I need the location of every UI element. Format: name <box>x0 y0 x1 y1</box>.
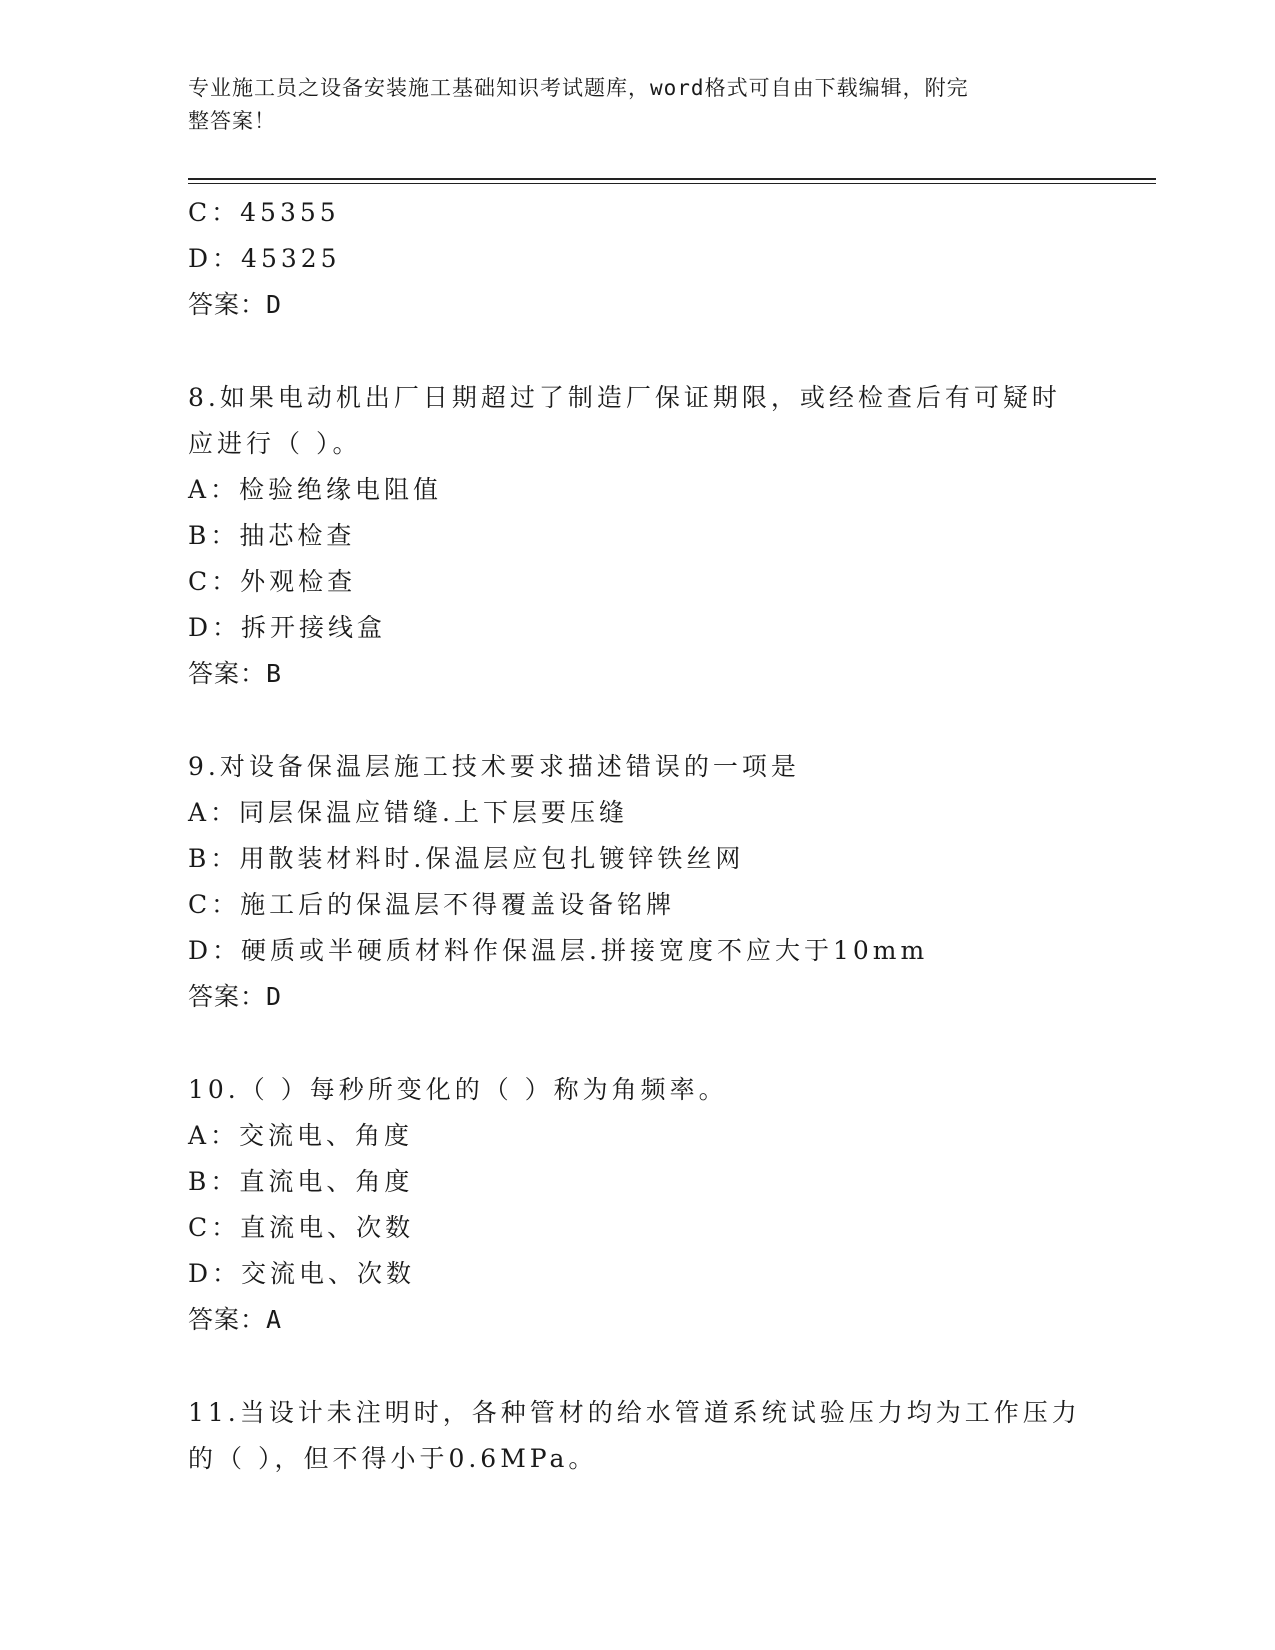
option-c: C：外观检查 <box>188 567 357 596</box>
question-block-11 <box>188 1390 1148 1482</box>
option-b: B：直流电、角度 <box>188 1167 414 1196</box>
header-divider-thick <box>188 178 1156 180</box>
option-b: B：用散装材料时.保温层应包扎镀锌铁丝网 <box>188 844 745 873</box>
header-divider-thin <box>188 183 1156 184</box>
question-block-7 <box>188 190 1148 328</box>
document-header <box>188 72 1068 138</box>
question-block-10 <box>188 1067 1148 1343</box>
option-c: C：直流电、次数 <box>188 1213 415 1242</box>
option-b: B：抽芯检查 <box>188 521 356 550</box>
question-stem: 8.如果电动机出厂日期超过了制造厂保证期限，或经检查后有可疑时 <box>188 383 1061 412</box>
answer-line: 答案：B <box>188 659 283 688</box>
answer-line: 答案：D <box>188 290 283 319</box>
question-list <box>188 190 1148 1482</box>
question-stem: 11.当设计未注明时，各种管材的给水管道系统试验压力均为工作压力 <box>188 1398 1081 1427</box>
option-a: A：检验绝缘电阻值 <box>188 475 443 504</box>
answer-line: 答案：D <box>188 982 283 1011</box>
question-stem-continued: 的（ ），但不得小于0.6MPa。 <box>188 1444 598 1473</box>
option-d: D：拆开接线盒 <box>188 613 387 642</box>
option-d: D：交流电、次数 <box>188 1259 416 1288</box>
answer-line: 答案：A <box>188 1305 283 1334</box>
header-line-2: 整答案！ <box>188 109 276 133</box>
question-block-8 <box>188 375 1148 697</box>
option-c: C：45355 <box>188 198 340 227</box>
question-stem-continued: 应进行（ ）。 <box>188 429 362 458</box>
option-d: D：硬质或半硬质材料作保温层.拼接宽度不应大于10mm <box>188 936 929 965</box>
option-c: C：施工后的保温层不得覆盖设备铭牌 <box>188 890 676 919</box>
question-block-9 <box>188 744 1148 1020</box>
option-a: A：交流电、角度 <box>188 1121 414 1150</box>
question-stem: 10.（ ）每秒所变化的（ ）称为角频率。 <box>188 1075 728 1104</box>
option-d: D：45325 <box>188 244 341 273</box>
option-a: A：同层保温应错缝.上下层要压缝 <box>188 798 629 827</box>
question-stem: 9.对设备保温层施工技术要求描述错误的一项是 <box>188 752 800 781</box>
header-line-1: 专业施工员之设备安装施工基础知识考试题库，word格式可自由下载编辑，附完 <box>188 76 969 100</box>
